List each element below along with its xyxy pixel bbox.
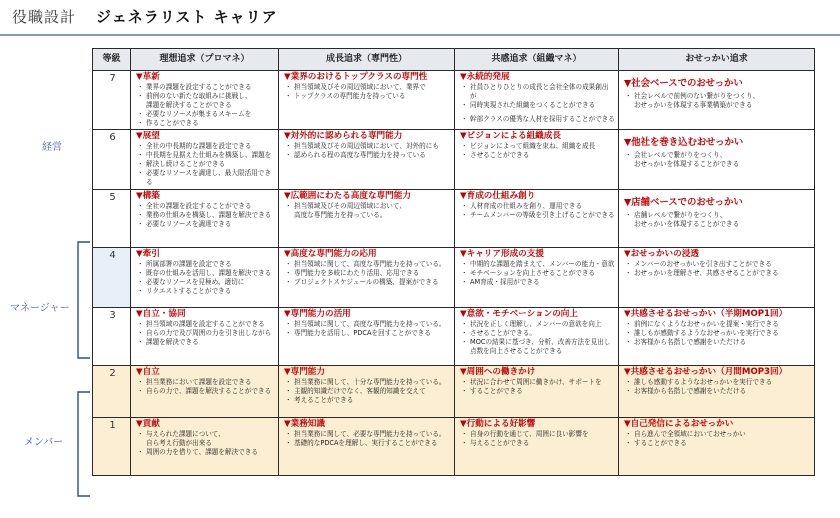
bullet-line: ・ 担当領域及びその周辺領域において、 [288,202,451,211]
bullet-line: おせっかいを体現することができる [634,160,740,169]
cell-ideal [131,418,279,476]
bullet-line: ・ 課題を解決できる [140,338,275,347]
bullet-line: ・ プロジェクトスケジュールの構築、提案ができる [288,278,451,287]
bullet-line: ・ 既存の仕組みを活用し、課題を解決できる [140,269,275,278]
cell-heading: ▼展望 [136,131,160,142]
bullet-line: ・ 誰しも感動するようなおせっかいを実行できる [628,378,811,387]
level-cell: 1 [93,418,131,476]
cell-heading: ▼業務知識 [284,419,325,430]
bullet-line: ・ 必要なリソースを見極め、適切に [140,278,275,287]
cell-heading: ▼周囲への働きかけ [460,367,536,378]
bullet-line: ・ 人材育成の仕組みを創り、運用できる [464,202,615,211]
cell-bullets [284,83,451,101]
cell-bullets [460,83,615,124]
cell-heading: ▼広範囲にわたる高度な専門能力 [284,191,411,202]
bullet-line: ・ 担当領域及びその周辺領域において、対外的にも [288,142,451,151]
cell-heading: ▼貢献 [136,419,160,430]
bullet-line: ・ ビジョンによって組織を束ね、組織を成長 [464,142,615,151]
cell-heading: ▼自立・協同 [136,309,186,320]
level-cell: 2 [93,366,131,418]
cell-osekkai [619,248,815,308]
cell-heading: ▼専門能力 [284,367,325,378]
bullet-line: ・ 幹部クラスの優秀な人材を採用することができる [464,115,615,124]
cell-bullets [460,378,615,396]
cell-empathy [455,418,619,476]
title-divider [0,34,840,36]
cell-osekkai [619,366,815,418]
header-row [93,49,815,71]
cell-heading: ▼自立 [136,367,160,378]
bullet-line: ・ 解決し続けることができる [140,160,275,169]
cell-growth [279,308,455,366]
page-title-bar [12,6,278,28]
cell-heading: ▼革新 [136,72,160,82]
cell-empathy [455,366,619,418]
bullet-line: ・ 作ることができる [140,119,275,128]
cell-osekkai [619,71,815,130]
bullet-line: ・ 担当領域に関して、高度な専門能力を持っている。 [288,320,451,329]
cell-ideal [131,248,279,308]
cell-growth [279,190,455,248]
cell-heading: ▼構築 [136,191,160,202]
cell-osekkai [619,130,815,190]
bullet-line: 点数を向上させることができる [470,347,563,356]
cell-bullets [284,202,451,220]
cell-ideal [131,130,279,190]
cell-bullets [284,378,451,405]
level-cell: 5 [93,190,131,248]
bullet-line: ・ 専門能力を多岐にわたり活用、応用できる [288,269,451,278]
col-header-ideal: 理想追求（プロマネ） [131,49,279,71]
cell-growth [279,366,455,418]
col-header-level: 等級 [93,49,131,71]
cell-heading: ▼共感させるおせっかい（月間MOP3回） [624,367,788,378]
bullet-line: ・ 必要なリソースを調達し、最大限活用できる [140,169,275,187]
bullet-line: ・ 自身の行動を通じて、周囲に良い影響を [464,430,615,439]
bullet-line: ・ 会社レベルで繋がりをつくり、 [628,151,811,160]
group-label-executive: 経営 [42,142,62,153]
table-row [93,418,815,476]
bullet-line: ・ 担当領域及びその周辺領域において、業界で [288,83,451,92]
cell-heading: ▼店舗ベースでのおせっかい [624,197,743,209]
cell-heading: ▼牽引 [136,249,160,260]
cell-bullets [624,211,811,229]
cell-heading: ▼他社を巻き込むおせっかい [624,137,744,149]
bullet-line: ・ 業務の仕組みを構築し、課題を解決できる [140,211,275,220]
cell-bullets [136,378,275,396]
bullet-line: ・ メンバーのおせっかいを引き出すことができる [628,260,811,269]
col-header-empathy: 共感追求（組織マネ） [455,49,619,71]
bullet-line: ・ 担当領域に関して、高度な専門能力を持っている。 [288,260,451,269]
table-row [93,71,815,130]
cell-growth [279,71,455,130]
cell-heading: ▼高度な専門能力の応用 [284,249,377,260]
bullet-line: ・ させることができる。 [464,329,615,338]
bullet-line: ・ 中長期を見据えた仕組みを構築し、課題を [140,151,275,160]
bullet-line: ・ チームメンバーの等級を引き上げることができる [464,211,615,220]
bullet-line: ・ 誰しもが感動するようなおせっかいを実行できる [628,329,811,338]
level-cell: 4 [93,248,131,308]
bullet-line: ・ 基礎的なPDCAを理解し、実行することができる [288,439,451,448]
bullet-line: ・ 前例になくようなおせっかいを提案・実行できる [628,320,811,329]
cell-heading: ▼キャリア形成の支援 [460,249,544,260]
cell-bullets [136,430,275,457]
bullet-line: ・ 担当領域の課題を設定することができる [140,320,275,329]
bullet-line: ・ 社員ひとりひとりの成長と会社全体の成果創出が [464,83,615,101]
bullet-line: ・ 自らの力で及び周囲の力を引き出しながら [140,329,275,338]
cell-empathy [455,248,619,308]
col-header-growth: 成長追求（専門性） [279,49,455,71]
cell-bullets [460,202,615,220]
group-label-manager: マネージャー [10,303,70,314]
bullet-line: ・ 中期的な課題を踏まえて、メンバーの能力・意欲 [464,260,615,269]
cell-growth [279,248,455,308]
cell-empathy [455,71,619,130]
cell-osekkai [619,308,815,366]
bullet-line: 自ら考え行動が出来る [146,439,212,448]
manager-bracket [60,240,94,360]
bullet-line: ・ 業界の課題を設定することができる [140,83,275,92]
page-subtitle: ジェネラリスト キャリア [96,8,278,26]
cell-osekkai [619,418,815,476]
bullet-line: ・ 周囲の力を借りて、課題を解決できる [140,448,275,457]
cell-growth [279,418,455,476]
table-row [93,130,815,190]
cell-bullets [624,430,811,448]
bullet-line: ・ 社会レベルで前例のない繋がりをつくり、 [628,92,811,101]
bullet-line: ・ 自ら進んで全領域においておせっかい [628,430,811,439]
bullet-line: ・ 主観的知識だけでなく、客観的知識を交えて [288,387,451,396]
cell-bullets [624,92,811,110]
cell-empathy [455,308,619,366]
bullet-line: おせっかいを体現する事業構築ができる [634,101,753,110]
cell-heading: ▼育成の仕組み創り [460,191,536,202]
table-row [93,308,815,366]
cell-bullets [460,320,615,356]
bullet-line: ・ 与えられた課題について、 [140,430,275,439]
bullet-line: 高度な専門能力を持っている。 [294,211,387,220]
cell-heading: ▼ビジョンによる組織成長 [460,131,561,142]
bullet-line: ・ 担当業務に関して、十分な専門能力を持っている。 [288,378,451,387]
cell-bullets [460,430,615,448]
cell-heading: ▼自己発信によるおせっかい [624,419,734,430]
cell-bullets [624,320,811,347]
bullet-line: ・ 前例のない新たな取組みに挑戦し、 [140,92,275,101]
cell-bullets [460,142,615,160]
cell-heading: ▼行動による好影響 [460,419,536,430]
table-row [93,190,815,248]
bullet-line: ・ することができる [464,387,615,396]
cell-bullets [136,260,275,296]
cell-bullets [136,320,275,347]
cell-bullets [284,260,451,287]
bullet-line: ・ 店舗レベルで繋がりをつくり、 [628,211,811,220]
level-cell: 7 [93,71,131,130]
bullet-line: ・ 自らの力で、課題を解決することができる [140,387,275,396]
cell-bullets [460,260,615,287]
bullet-line: ・ お客様から名指しで感謝をいただける [628,387,811,396]
bullet-line: ・ モチベーションを向上させることができる [464,269,615,278]
cell-growth [279,130,455,190]
cell-ideal [131,366,279,418]
group-label-member: メンバー [24,437,64,448]
bullet-line: ・ 状況を正しく理解し、メンバーの意欲を向上 [464,320,615,329]
bullet-line: ・ 状況に合わせて周囲に働きかけ、サポートを [464,378,615,387]
bullet-line: ・ お客様から名指しで感謝をいただける [628,338,811,347]
cell-heading: ▼対外的に認められる専門能力 [284,131,403,142]
cell-bullets [624,378,811,396]
bullet-line: ・ 担当業務において課題を設定できる [140,378,275,387]
bullet-line: ・ 所属部署の課題を設定できる [140,260,275,269]
cell-heading: ▼業界のおけるトップクラスの専門性 [284,72,428,82]
bullet-line: おせっかいを体現することができる [634,220,740,229]
cell-bullets [284,320,451,338]
role-design-table [92,48,815,476]
bullet-line: ・ 必要なリソースが集まるスキームを [140,110,275,119]
bullet-line: ・ トップクラスの専門能力を持っている [288,92,451,101]
cell-heading: ▼意欲・モチベーションの向上 [460,309,578,320]
bullet-line: ・ 同時実現された組織をつくることができる [464,101,615,110]
cell-empathy [455,130,619,190]
bullet-line: ・ AM育成・採用ができる [464,278,615,287]
bullet-line: ・ MOCの結果に基づき、分析、改善方法を見出し [464,338,615,347]
level-cell: 3 [93,308,131,366]
bullet-line: ・ 全社の課題を設定することができる [140,202,275,211]
cell-bullets [284,430,451,448]
cell-ideal [131,71,279,130]
bullet-line: ・ 全社の中長期的な課題を設定できる [140,142,275,151]
level-cell: 6 [93,130,131,190]
cell-bullets [284,142,451,160]
bullet-line: ・ 専門能力を活用し、PDCAを回すことができる [288,329,451,338]
bullet-line: ・ リクエストすることができる [140,287,275,296]
cell-bullets [136,142,275,187]
cell-bullets [136,83,275,128]
page-title: 役職設計 [12,8,77,26]
table-row [93,366,815,418]
cell-bullets [624,260,811,278]
table-row [93,248,815,308]
bullet-line: ・ 考えることができる [288,396,451,405]
bullet-line: ・ 認められる程の高度な専門能力を持っている [288,151,451,160]
cell-heading: ▼おせっかいの浸透 [624,249,699,260]
bullet-line: ・ させることができる [464,151,615,160]
bullet-line: ・ 与えることができる [464,439,615,448]
bullet-line: ・ 担当業務に関して、必要な専門能力を持っている。 [288,430,451,439]
cell-ideal [131,190,279,248]
bullet-line: 課題を解決することができる [146,101,232,110]
cell-heading: ▼共感させるおせっかい（半期MOP1回） [624,309,788,320]
cell-bullets [136,202,275,229]
cell-osekkai [619,190,815,248]
cell-ideal [131,308,279,366]
bullet-line: ・ 必要なリソースを調達できる [140,220,275,229]
bullet-line: ・ おせっかいを理解させ、共感させることができる [628,269,811,278]
cell-empathy [455,190,619,248]
bullet-line: ・ することができる [628,439,811,448]
cell-heading: ▼社会ベースでのおせっかい [624,78,743,89]
member-bracket [60,390,94,500]
cell-heading: ▼永続的発展 [460,72,510,82]
cell-bullets [624,151,811,169]
cell-heading: ▼専門能力の活用 [284,309,351,320]
col-header-osekkai: おせっかい追求 [619,49,815,71]
